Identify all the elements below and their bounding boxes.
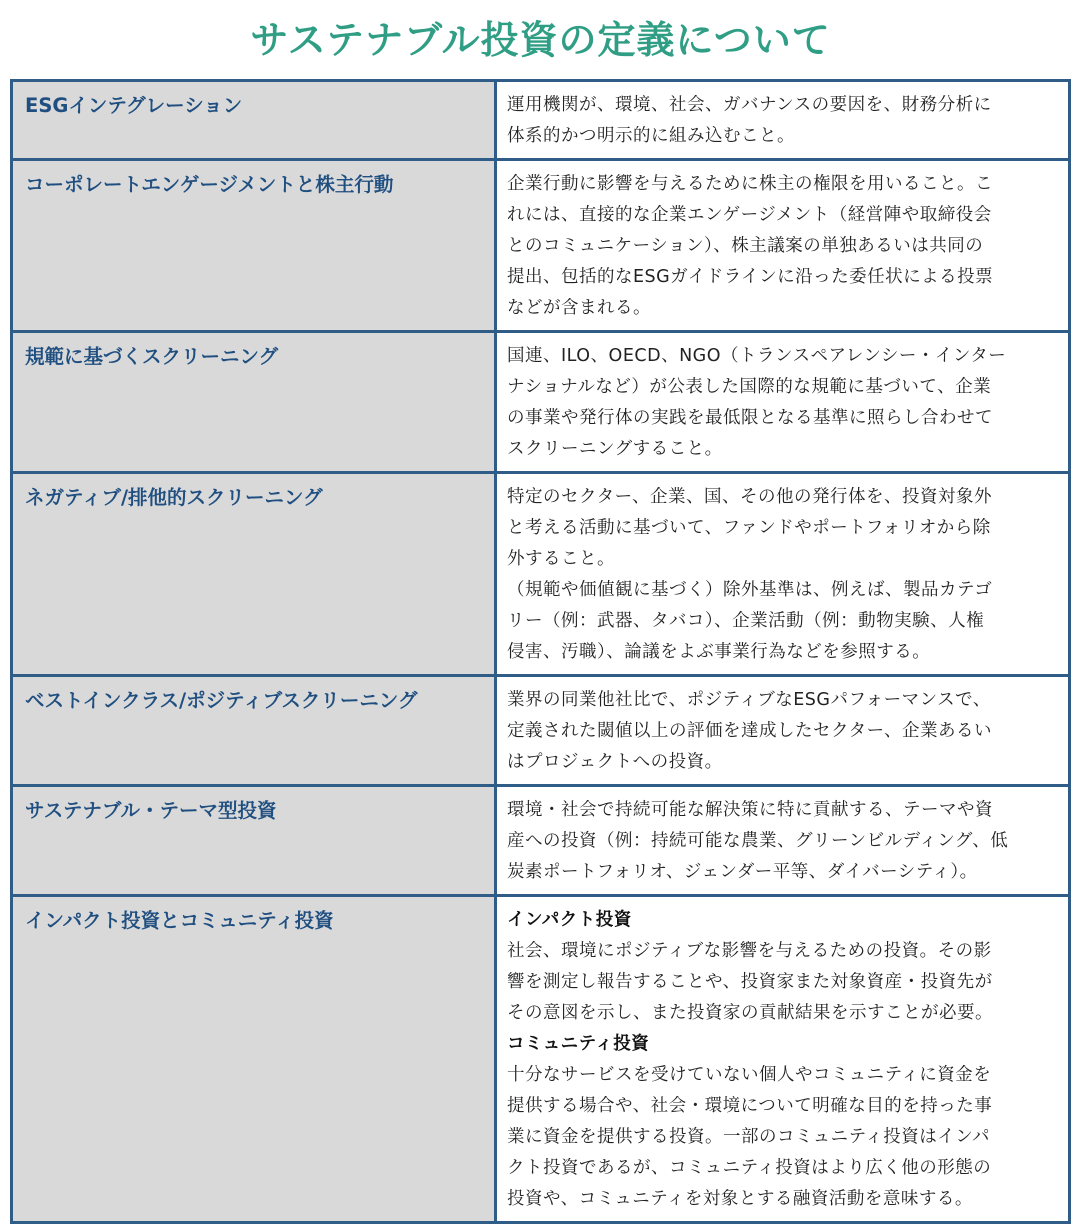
description-line: 社会、環境にポジティブな影響を与えるための投資。その影 — [507, 941, 992, 961]
description-line: と考える活動に基づいて、ファンドやポートフォリオから除 — [507, 518, 991, 538]
description-line: はプロジェクトへの投資。 — [507, 752, 723, 772]
description-line: 産への投資（例：持続可能な農業、グリーンビルディング、低 — [507, 831, 1009, 851]
description-cell — [496, 332, 1070, 473]
description-cell — [496, 81, 1070, 160]
description-line: 業界の同業他社比で、ポジティブなESGパフォーマンスで、 — [507, 690, 991, 710]
description-cell — [496, 786, 1070, 896]
description-cell — [496, 473, 1070, 676]
description-cell — [496, 676, 1070, 786]
description-line: リー（例：武器、タバコ）、企業活動（例：動物実験、人権 — [507, 611, 985, 631]
term-cell: 規範に基づくスクリーニング — [12, 332, 496, 473]
impact-investing-heading: インパクト投資 — [507, 910, 632, 930]
description-line: その意図を示し、また投資家の貢献結果を示すことが必要。 — [507, 1003, 993, 1023]
table-row — [12, 160, 1070, 332]
description-line: 外すること。 — [507, 549, 615, 569]
description-line: ナショナルなど）が公表した国際的な規範に基づいて、企業 — [507, 377, 992, 397]
description-line: クト投資であるが、コミュニティ投資はより広く他の形態の — [507, 1158, 992, 1178]
description-line: の事業や発行体の実践を最低限となる基準に照らし合わせて — [507, 408, 993, 428]
description-cell — [496, 896, 1070, 1223]
description-line: とのコミュニケーション）、株主議案の単独あるいは共同の — [507, 236, 984, 256]
term-cell: サステナブル・テーマ型投資 — [12, 786, 496, 896]
description-line: 特定のセクター、企業、国、その他の発行体を、投資対象外 — [507, 487, 992, 507]
table-row — [12, 786, 1070, 896]
community-investing-heading: コミュニティ投資 — [507, 1034, 650, 1054]
term-cell: インパクト投資とコミュニティ投資 — [12, 896, 496, 1223]
description-line: 運用機関が、環境、社会、ガバナンスの要因を、財務分析に — [507, 95, 992, 115]
description-line: スクリーニングすること。 — [507, 439, 723, 459]
description-line: れには、直接的な企業エンゲージメント（経営陣や取締役会 — [507, 205, 992, 225]
table-row — [12, 332, 1070, 473]
description-line: 響を測定し報告することや、投資家また対象資産・投資先が — [507, 972, 993, 992]
table-row — [12, 896, 1070, 1223]
description-line: 業に資金を提供する投資。一部のコミュニティ投資はインパ — [507, 1127, 991, 1147]
description-line: 体系的かつ明示的に組み込むこと。 — [507, 126, 795, 146]
table-row — [12, 81, 1070, 160]
description-line: 企業行動に影響を与えるために株主の権限を用いること。こ — [507, 174, 993, 194]
description-line: 提供する場合や、社会・環境について明確な目的を持った事 — [507, 1096, 993, 1116]
description-line: 環境・社会で持続可能な解決策に特に貢献する、テーマや資 — [507, 800, 993, 820]
table-row — [12, 473, 1070, 676]
description-cell — [496, 160, 1070, 332]
description-line: などが含まれる。 — [507, 298, 651, 318]
term-cell: ベストインクラス/ポジティブスクリーニング — [12, 676, 496, 786]
description-line: 侵害、汚職）、論議をよぶ事業行為などを参照する。 — [507, 642, 931, 662]
description-line: 提出、包括的なESGガイドラインに沿った委任状による投票 — [507, 267, 994, 287]
description-line: 定義された閾値以上の評価を達成したセクター、企業あるい — [507, 721, 992, 741]
term-cell: コーポレートエンゲージメントと株主行動 — [12, 160, 496, 332]
page-title: サステナブル投資の定義について — [250, 18, 831, 62]
description-line: （規範や価値観に基づく）除外基準は、例えば、製品カテゴ — [507, 580, 993, 600]
term-cell: ネガティブ/排他的スクリーニング — [12, 473, 496, 676]
description-line: 十分なサービスを受けていない個人やコミュニティに資金を — [507, 1065, 992, 1085]
description-line: 炭素ポートフォリオ、ジェンダー平等、ダイバーシティ）。 — [507, 862, 978, 882]
table-row — [12, 676, 1070, 786]
description-line: 国連、ILO、OECD、NGO（トランスペアレンシー・インター — [507, 346, 1007, 366]
term-cell: ESGインテグレーション — [12, 81, 496, 160]
description-line: 投資や、コミュニティを対象とする融資活動を意味する。 — [507, 1189, 973, 1209]
definition-table — [10, 79, 1071, 1224]
